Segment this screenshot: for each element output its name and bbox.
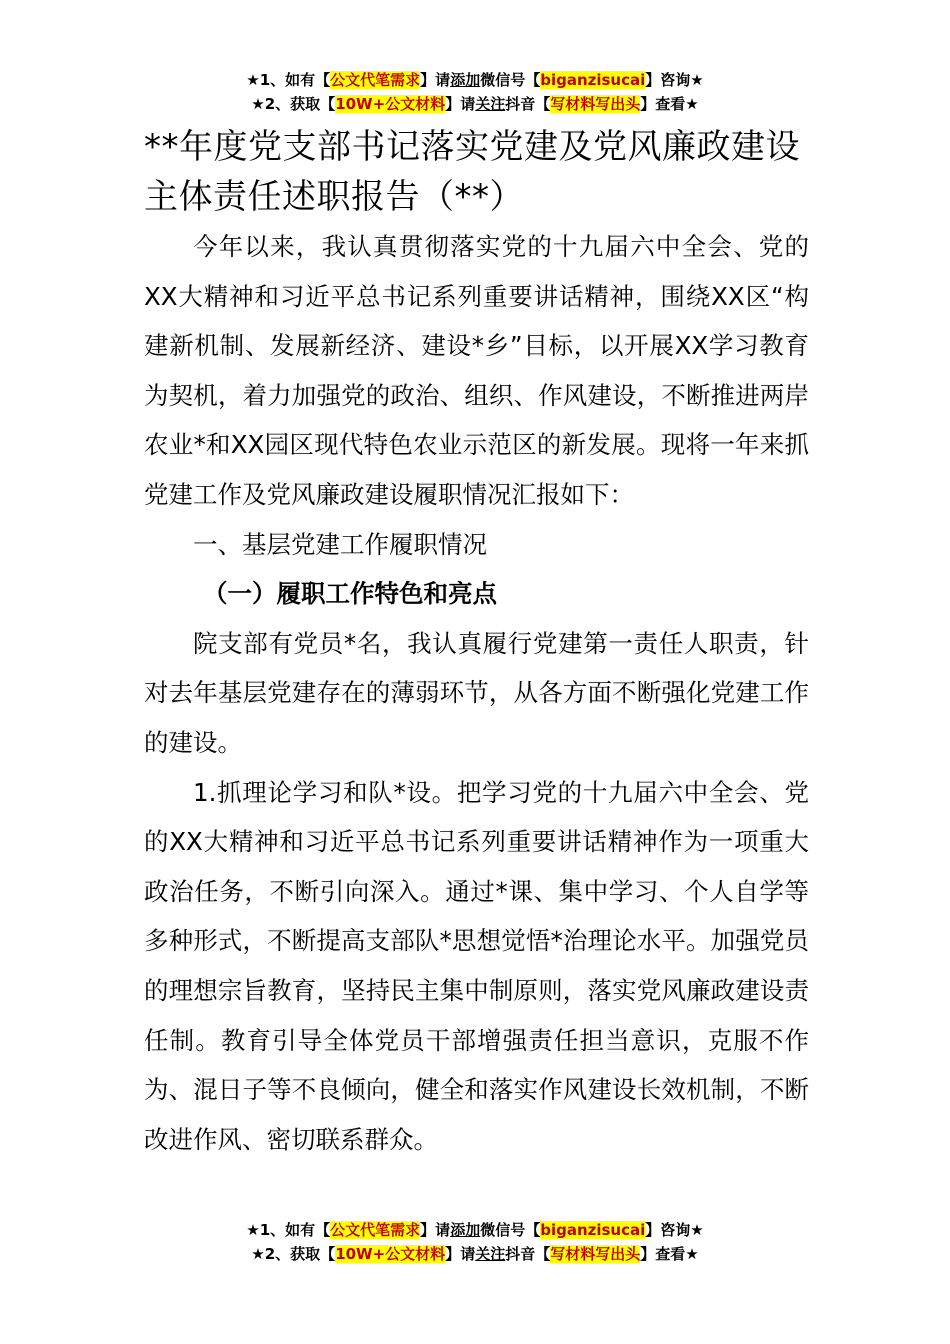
banner-text: 微信号【 <box>480 71 541 89</box>
intro-paragraph: 今年以来，我认真贯彻落实党的十九届六中全会、党的XX大精神和习近平总书记系列重要讲话精神，围绕XX区“构建新机制、发展新经济、建设*乡”目标，以开展XX学习教育为契机，着力加强党的政治、组织、作风建设，不断推进两岸农业*和XX园区现代特色农业示范区的新发展。现将一年来抓党建工作及党风廉政建设履职情况汇报如下： <box>144 232 809 509</box>
banner-line-1 <box>0 1218 950 1242</box>
bottom-banner <box>0 1218 950 1266</box>
banner-highlight: 10W+公文材料 <box>335 1245 446 1263</box>
body-paragraph: 1.抓理论学习和队*设。把学习党的十九届六中全会、党的XX大精神和习近平总书记系列重要讲话精神作为一项重大政治任务，不断引向深入。通过*课、集中学习、个人自学等多种形式，不断提高支部队*思想觉悟*治理论水平。加强党员的理想宗旨教育，坚持民主集中制原则，落实党风廉政建设责任制。教育引导全体党员干部增强责任担当意识，克服不作为、混日子等不良倾向，健全和落实作风建设长效机制，不断改进作风、密切联系群众。 <box>144 777 809 1154</box>
banner-highlight: biganzisucai <box>540 71 646 89</box>
banner-highlight: 写材料写出头 <box>550 95 641 113</box>
subsection-heading: （一）履职工作特色和亮点 <box>203 579 497 609</box>
banner-text: 】查看★ <box>640 1245 699 1263</box>
banner-underline: 关注 <box>475 1245 506 1263</box>
banner-highlight: biganzisucai <box>540 1221 646 1239</box>
banner-text: 】请 <box>420 1221 451 1239</box>
top-banner <box>0 68 950 116</box>
banner-line-2 <box>0 92 950 116</box>
banner-highlight: 写材料写出头 <box>550 1245 641 1263</box>
banner-text: ★2、获取【 <box>251 95 336 113</box>
banner-text: 】咨询★ <box>645 71 704 89</box>
banner-text: ★2、获取【 <box>251 1245 336 1263</box>
banner-line-1 <box>0 68 950 92</box>
document-title: **年度党支部书记落实党建及党风廉政建设主体责任述职报告（**） <box>144 127 800 217</box>
banner-text: 】查看★ <box>640 95 699 113</box>
section-heading: 一、基层党建工作履职情况 <box>193 529 487 559</box>
banner-line-2 <box>0 1242 950 1266</box>
banner-text: 抖音【 <box>505 95 551 113</box>
banner-text: 】请 <box>445 95 476 113</box>
banner-text: 】请 <box>445 1245 476 1263</box>
banner-underline: 添加 <box>450 1221 481 1239</box>
banner-text: 微信号【 <box>480 1221 541 1239</box>
banner-highlight: 10W+公文材料 <box>335 95 446 113</box>
banner-highlight: 公文代笔需求 <box>330 71 421 89</box>
document-body <box>144 222 809 1164</box>
banner-highlight: 公文代笔需求 <box>330 1221 421 1239</box>
banner-text: 】咨询★ <box>645 1221 704 1239</box>
banner-text: ★1、如有【 <box>246 71 331 89</box>
banner-text: 抖音【 <box>505 1245 551 1263</box>
body-paragraph: 院支部有党员*名，我认真履行党建第一责任人职责，针对去年基层党建存在的薄弱环节，从各方面不断强化党建工作的建设。 <box>144 628 809 757</box>
banner-text: ★1、如有【 <box>246 1221 331 1239</box>
banner-underline: 关注 <box>475 95 506 113</box>
banner-underline: 添加 <box>450 71 481 89</box>
banner-text: 】请 <box>420 71 451 89</box>
